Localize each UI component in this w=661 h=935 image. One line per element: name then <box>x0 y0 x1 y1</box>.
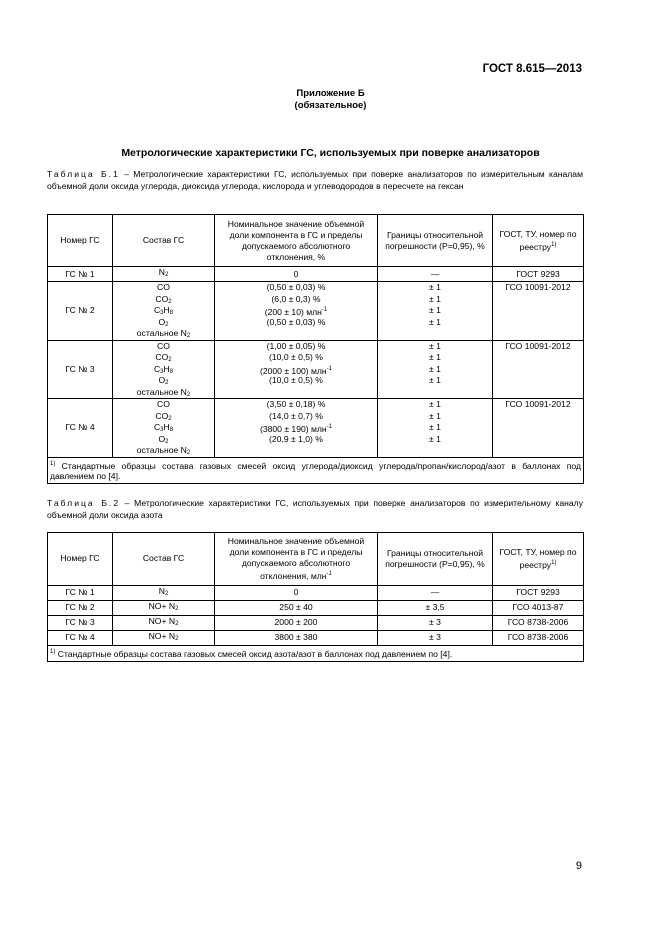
gost-line: ГСО 10091-2012 <box>505 340 571 351</box>
comp-line: $CO_2$ <box>155 352 172 363</box>
table1-footnote <box>48 457 584 484</box>
page-number: 9 <box>575 860 582 872</box>
table1-caption <box>47 169 583 192</box>
nominal-line: (3800 ± 190) млн$^{-1}$ <box>259 423 333 434</box>
appendix-subtitle: (обязательное) <box>294 100 367 111</box>
cell-nominal: 0 <box>215 267 378 282</box>
nominal-line: (0,50 ± 0,03) % <box>266 316 326 327</box>
comp-line: остальное $N_2$ <box>136 328 191 339</box>
error-line: ± 1 <box>429 410 441 421</box>
error-line: ± 1 <box>429 352 441 362</box>
cell-number: ГС № 4 <box>48 399 113 458</box>
header-gost-sup: 1) <box>551 560 557 566</box>
header-composition: Состав ГС <box>113 215 215 267</box>
table2-footnote <box>48 645 584 661</box>
table-row <box>48 600 584 615</box>
cell-gost <box>493 399 584 458</box>
cell-composition <box>113 340 215 399</box>
nominal-line: (200 ± 10) млн$^{-1}$ <box>264 306 328 317</box>
comp-sub: 2 <box>164 272 169 278</box>
comp-line: $CO_2$ <box>155 410 172 422</box>
header-nominal-text: Номинальное значение объемной доли компонента в ГС и пределы допускаемого абсолютного отклонения, млн <box>227 536 365 581</box>
error-line: ± 1 <box>429 363 441 374</box>
nominal-line: (2000 ± 100) млн$^{-1}$ <box>259 365 333 376</box>
cell-composition: $NO+ N_2$ <box>113 615 215 630</box>
cell-gost: ГСО 4013-87 <box>493 600 584 615</box>
cell-nominal: 2000 ± 200 <box>215 615 378 630</box>
table1-caption-text: – Метрологические характеристики ГС, используемых при поверке анализаторов по измерительным каналам объемной доли оксида углерода, диоксида углерода, кислорода и углеводородов в пересчете на гексан <box>47 169 583 191</box>
footnote-text: Стандартные образцы состава газовых смесей оксид углерода/диоксид углерода/пропан/кислород/азот в баллонах под давлением по [4]. <box>50 460 581 482</box>
nominal-line: (3,50 ± 0,18) % <box>266 399 326 409</box>
cell-number: ГС № 1 <box>48 267 113 282</box>
comp-line: CO <box>157 340 170 351</box>
cell-number: ГС № 3 <box>48 615 113 630</box>
error-line: ± 1 <box>429 340 441 351</box>
nominal-line: (0,50 ± 0,03) % <box>266 282 326 292</box>
header-composition: Состав ГС <box>113 533 215 586</box>
error-line: ± 1 <box>429 282 441 292</box>
error-line: ± 1 <box>429 433 441 444</box>
comp-line: $O_2$ <box>158 316 169 328</box>
table-row <box>48 399 584 458</box>
comp-line: остальное $N_2$ <box>136 386 191 398</box>
header-gost-text: ГОСТ, ТУ, номер по реестру <box>499 228 577 252</box>
error-line: ± 1 <box>429 422 441 432</box>
cell-number: ГС № 4 <box>48 630 113 645</box>
table1 <box>47 214 584 484</box>
cell-error <box>378 399 493 458</box>
table-row <box>48 630 584 645</box>
comp-line: остальное $N_2$ <box>136 445 191 456</box>
comp-line: $C_3H_8$ <box>153 422 174 433</box>
table1-footnote-row <box>48 457 584 484</box>
header-gost-sup: 1) <box>551 241 557 248</box>
appendix-heading <box>0 88 661 112</box>
cell-gost: ГОСТ 9293 <box>493 585 584 600</box>
cell-number: ГС № 2 <box>48 600 113 615</box>
cell-nominal: 3800 ± 380 <box>215 630 378 645</box>
header-gost <box>493 215 584 267</box>
header-gost-text: ГОСТ, ТУ, номер по реестру <box>499 547 577 570</box>
nominal-line: (10,0 ± 0,5) % <box>269 352 323 362</box>
error-line: ± 1 <box>429 293 441 304</box>
footnote-text: Стандартные образцы состава газовых смесей оксид азота/азот в баллонах под давлением по [4]. <box>57 648 453 659</box>
comp-line: $C_3H_8$ <box>153 305 174 316</box>
header-nominal-sup: -1 <box>326 571 332 577</box>
nominal-line: (6,0 ± 0,3) % <box>271 293 321 304</box>
table-row <box>48 282 584 341</box>
table2-footnote-row <box>48 645 584 661</box>
cell-nominal <box>215 340 378 399</box>
cell-error <box>378 282 493 341</box>
header-nominal: Номинальное значение объемной доли компонента в ГС и пределы допускаемого абсолютного отклонения, % <box>215 215 378 267</box>
error-line: ± 1 <box>429 316 441 327</box>
gost-line: ГСО 10091-2012 <box>505 399 571 409</box>
error-line: ± 1 <box>429 399 441 409</box>
error-line: ± 1 <box>429 305 441 315</box>
cell-gost <box>493 340 584 399</box>
comp-line: CO <box>157 399 170 409</box>
cell-error: ± 3 <box>378 630 493 645</box>
comp-line: $O_2$ <box>158 433 169 445</box>
table1-label: Таблица Б.1 <box>47 169 120 179</box>
table-row <box>48 267 584 282</box>
table-row <box>48 585 584 600</box>
table2-caption-text: – Метрологические характеристики ГС, используемых при поверке анализаторов по измерительному каналу объемной доли оксида азота <box>47 498 583 520</box>
cell-error <box>378 340 493 399</box>
cell-nominal: 250 ± 40 <box>215 600 378 615</box>
header-number: Номер ГС <box>48 533 113 586</box>
header-error: Границы относительной погрешности (P=0,95), % <box>378 533 493 586</box>
nominal-line: (10,0 ± 0,5) % <box>269 375 323 385</box>
cell-composition <box>113 267 215 282</box>
comp-line: $CO_2$ <box>155 293 172 305</box>
cell-composition <box>113 399 215 458</box>
header-number: Номер ГС <box>48 215 113 267</box>
footnote-mark: 1) <box>50 648 56 655</box>
cell-number: ГС № 2 <box>48 282 113 341</box>
gost-line: ГСО 10091-2012 <box>505 282 571 292</box>
error-line: ± 1 <box>429 375 441 385</box>
table-row <box>48 615 584 630</box>
cell-nominal <box>215 282 378 341</box>
header-nominal <box>215 533 378 586</box>
cell-gost <box>493 282 584 341</box>
cell-gost: ГОСТ 9293 <box>493 267 584 282</box>
cell-nominal: 0 <box>215 585 378 600</box>
comp-line: $C_3H_8$ <box>153 363 174 375</box>
cell-error: ± 3,5 <box>378 600 493 615</box>
cell-composition: $NO+ N_2$ <box>113 630 215 645</box>
cell-error: — <box>378 267 493 282</box>
standard-number: ГОСТ 8.615—2013 <box>482 63 582 75</box>
table1-header-row <box>48 215 584 267</box>
footnote-mark: 1) <box>50 460 56 467</box>
table2-header-row <box>48 533 584 586</box>
section-title: Метрологические характеристики ГС, используемых при поверке анализаторов <box>121 147 540 159</box>
cell-number: ГС № 3 <box>48 340 113 399</box>
table2 <box>47 532 584 662</box>
cell-composition <box>113 282 215 341</box>
table-row <box>48 340 584 399</box>
cell-number: ГС № 1 <box>48 585 113 600</box>
cell-nominal <box>215 399 378 458</box>
nominal-line: (14,0 ± 0,7) % <box>269 410 323 421</box>
cell-composition: $N_2$ <box>113 585 215 600</box>
cell-composition: $NO+ N_2$ <box>113 600 215 615</box>
cell-gost: ГСО 8738-2006 <box>493 615 584 630</box>
cell-gost: ГСО 8738-2006 <box>493 630 584 645</box>
header-error: Границы относительной погрешности (P=0,95), % <box>378 215 493 267</box>
comp-line: $O_2$ <box>158 375 169 386</box>
table2-label: Таблица Б.2 <box>47 498 121 508</box>
cell-error: ± 3 <box>378 615 493 630</box>
cell-error: — <box>378 585 493 600</box>
nominal-line: (20,9 ± 1,0) % <box>269 433 323 444</box>
header-gost <box>493 533 584 586</box>
table2-caption <box>47 498 583 521</box>
nominal-line: (1,00 ± 0,05) % <box>266 340 326 351</box>
comp-line: CO <box>157 282 170 292</box>
comp-text: N <box>158 267 165 277</box>
appendix-title: Приложение Б <box>296 88 365 99</box>
